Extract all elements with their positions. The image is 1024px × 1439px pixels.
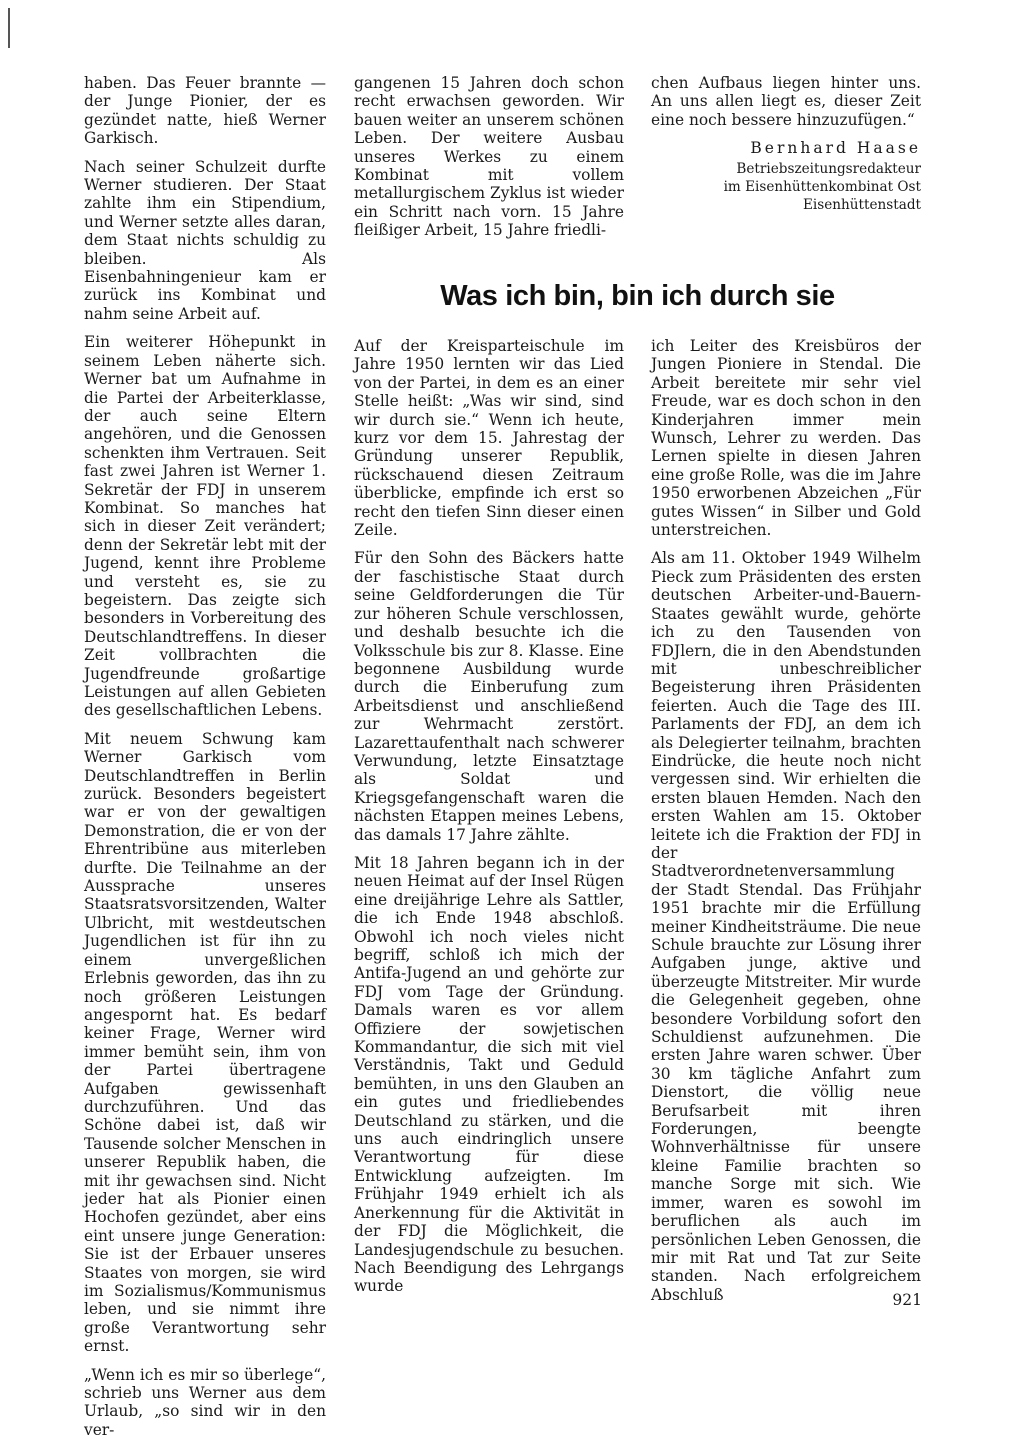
- paragraph: gangenen 15 Jahren doch schon recht erwachsen geworden. Wir bauen weiter an unserem schönen Leben. Der weitere Ausbau unseres Werkes zu einem Kombinat mit vollem metallurgischem Zyklus ist wieder ein Schritt nach vorn. 15 Jahre fleißiger Arbeit, 15 Jahre friedli-: [354, 74, 624, 240]
- paragraph: Auf der Kreisparteischule im Jahre 1950 lernten wir das Lied von der Partei, in dem es an einer Stelle heißt: „Was wir sind, sind wir durch sie.“ Wenn ich heute, kurz vor dem 15. Jahrestag der Gründung unserer Republik, rückschauend diesen Zeitraum überblicke, empfinde ich erst so recht den tiefen Sinn dieser einen Zeile.: [354, 337, 624, 540]
- paragraph: ich Leiter des Kreisbüros der Jungen Pioniere in Stendal. Die Arbeit bereitete mir sehr viel Freude, war es doch schon in den Kinderjahren immer mein Wunsch, Lehrer zu werden. Das Lernen spielte in diesen Jahren eine große Rolle, was die im Jahre 1950 erworbenen Abzeichen „Für gutes Wissen“ in Silber und Gold unterstreichen.: [651, 337, 921, 540]
- page-number: 921: [892, 1291, 922, 1309]
- column-3-bottom: [651, 337, 921, 1304]
- scan-edge-mark: [8, 8, 10, 48]
- column-2-top: [354, 74, 624, 240]
- paragraph: Nach seiner Schulzeit durfte Werner studieren. Der Staat zahlte ihm ein Stipendium, und Werner setzte alles daran, dem Staat nichts schuldig zu bleiben. Als Eisenbahningenieur kam er zurück ins Kombinat und nahm seine Arbeit auf.: [84, 157, 326, 323]
- column-3-top: [651, 74, 921, 215]
- paragraph: Ein weiterer Höhepunkt in seinem Leben näherte sich. Werner bat um Aufnahme in die Partei der Arbeiterklasse, der auch seine Eltern angehören, und die Genossen schenkten ihm Vertrauen. Seit fast zwei Jahren ist Werner 1. Sekretär der FDJ in unserem Kombinat. So manches hat sich in dieser Zeit verändert; denn der Sekretär lebt mit der Jugend, kennt ihre Probleme und versteht es, sie zu begeistern. Das zeigte sich besonders in Vorbereitung des Deutschlandtreffens. In dieser Zeit vollbrachten die Jugendfreunde großartige Leistungen auf allen Gebieten des gesellschaftlichen Lebens.: [84, 333, 326, 720]
- paragraph: Mit 18 Jahren begann ich in der neuen Heimat auf der Insel Rügen eine dreijährige Lehre als Sattler, die ich Ende 1948 abschloß. Obwohl ich noch vieles nicht begriff, schloß ich mich der Antifa-Jugend an und gehörte zur FDJ vom Tage der Gründung. Damals waren es vor allem Offiziere der sowjetischen Kommandantur, die sich mit viel Verständnis, Takt und Geduld bemühten, in uns den Glauben an ein gutes und friedliebendes Deutschland zu stärken, und die uns auch eindringlich unsere Verantwortung für diese Entwicklung aufzeigten. Im Frühjahr 1949 erhielt ich als Anerkennung für die Aktivität in der FDJ die Möglichkeit, die Landesjugendschule zu besuchen. Nach Beendigung des Lehrgangs wurde: [354, 853, 624, 1296]
- author-name: Bernhard Haase: [750, 139, 921, 158]
- article-headline: Was ich bin, bin ich durch sie: [440, 280, 835, 312]
- paragraph: chen Aufbaus liegen hinter uns. An uns allen liegt es, dieser Zeit eine noch bessere hinzuzufügen.“: [651, 74, 921, 129]
- author-role: Betriebszeitungsredakteur: [736, 160, 921, 177]
- paragraph: Mit neuem Schwung kam Werner Garkisch vom Deutschlandtreffen in Berlin zurück. Besonders begeistert war er von der gewaltigen Demonstration, die er von der Ehrentribüne aus miterleben durfte. Die Teilnahme an der Aussprache unseres Staatsratsvorsitzenden, Walter Ulbricht, mit westdeutschen Jugendlichen ist für ihn zu einem unvergeßlichen Erlebnis geworden, das ihn zu noch größeren Leistungen angespornt hat. Es bedarf keiner Frage, Werner wird immer bemüht sein, ihm von der Partei übertragene Aufgaben gewissenhaft durchzuführen. Und das Schöne dabei ist, daß wir Tausende solcher Menschen in unserer Republik haben, die mit ihr gewachsen sind. Nicht jeder hat als Pionier einen Hochofen gezündet, aber eins eint unsere junge Generation: Sie ist der Erbauer unseres Staates von morgen, sie wird im Sozialismus/Kommunismus leben, und sie nimmt ihre große Verantwortung sehr ernst.: [84, 729, 326, 1356]
- paragraph: haben. Das Feuer brannte —der Junge Pionier, der es gezündet natte, hieß Werner Garkisch.: [84, 74, 326, 148]
- paragraph: „Wenn ich es mir so überlege“, schrieb uns Werner aus dem Urlaub, „so sind wir in den ver-: [84, 1365, 326, 1439]
- column-2-bottom: [354, 337, 624, 1296]
- column-1: [84, 74, 326, 1439]
- author-organization: im Eisenhüttenkombinat Ost: [723, 179, 921, 196]
- paragraph: Für den Sohn des Bäckers hatte der faschistische Staat durch seine Geldforderungen die Tür zur höheren Schule verschlossen, und deshalb besuchte ich die Volksschule bis zur 8. Klasse. Eine begonnene Ausbildung wurde durch die Einberufung zum Arbeitsdienst und anschließend zur Wehrmacht zerstört. Lazarettaufenthalt nach schwerer Verwundung, letzte Einsatztage als Soldat und Kriegsgefangenschaft waren die nächsten Etappen meines Lebens, das damals 17 Jahre zählte.: [354, 549, 624, 844]
- author-city: Eisenhüttenstadt: [803, 197, 921, 214]
- paragraph: Als am 11. Oktober 1949 Wilhelm Pieck zum Präsidenten des ersten deutschen Arbeiter-und-Bauern-Staates gewählt wurde, gehörte ich zu den Tausenden von FDJlern, die in den Abendstunden mit unbeschreiblicher Begeisterung ihren Präsidenten feierten. Auch die Tage des III. Parlaments der FDJ, an dem ich als Delegierter teilnahm, brachten Eindrücke, die heute noch nicht vergessen sind. Wir erhielten die ersten blauen Hemden. Nach den ersten Wahlen am 15. Oktober leitete ich die Fraktion der FDJ in der Stadtverordnetenversammlung der Stadt Stendal. Das Frühjahr 1951 brachte mir die Erfüllung meiner Kindheitsträume. Die neue Schule brauchte zur Lösung ihrer Aufgaben junge, aktive und überzeugte Mitstreiter. Mir wurde die Gelegenheit gegeben, ohne besondere Vorbildung sofort den Schuldienst aufzunehmen. Die ersten Jahre waren schwer. Über 30 km tägliche Anfahrt zum Dienstort, die völlig neue Berufsarbeit mit ihren Forderungen, beengte Wohnverhältnisse für unsere kleine Familie brachten so manche Sorge mit sich. Wie immer, waren es sowohl im beruflichen als auch im persönlichen Leben Genossen, die mir mit Rat und Tat zur Seite standen. Nach erfolgreichem Abschluß: [651, 549, 921, 1304]
